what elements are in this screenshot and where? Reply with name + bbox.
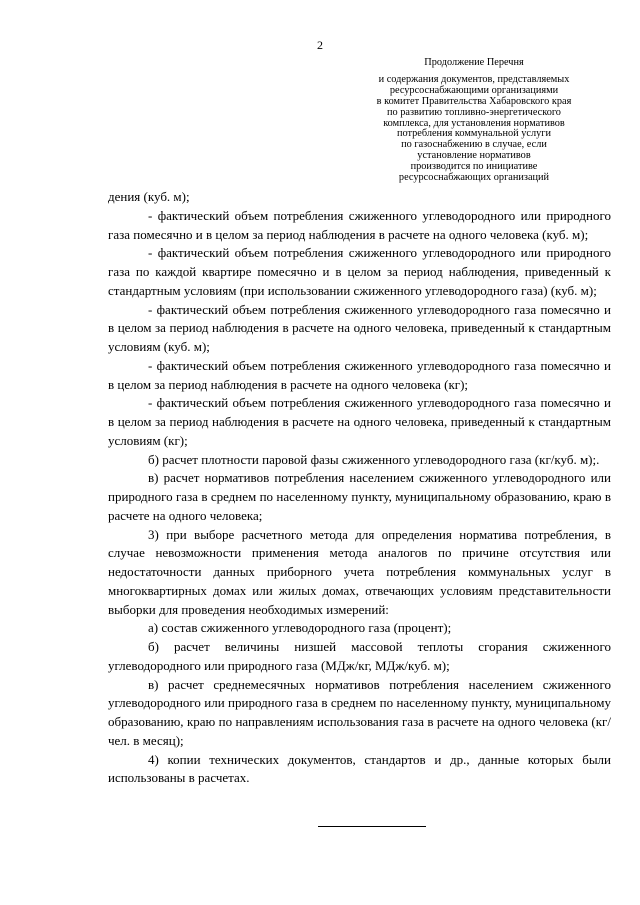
continuation-header — [350, 58, 598, 184]
header-line: Продолжение Перечня — [424, 57, 524, 68]
paragraph: в) расчет среднемесячных нормативов потребления населением сжиженного углеводородного или природного газа в среднем по населенному пункту, муниципальному образованию, краю по направлениям использования газа в расчете на одного человека (кг/чел. в месяц); — [108, 676, 611, 748]
paragraph: - фактический объем потребления сжиженного углеводородного или природного газа помесячно и в целом за период наблюдения в расчете на одного человека (куб. м); — [108, 207, 611, 242]
paragraph: б) расчет плотности паровой фазы сжиженного углеводородного газа (кг/куб. м);. — [148, 451, 600, 467]
paragraph: б) расчет величины низшей массовой теплоты сгорания сжиженного углеводородного или природного газа (МДж/кг, МДж/куб. м); — [108, 639, 611, 673]
paragraph: в) расчет нормативов потребления населением сжиженного углеводородного или природного газа в среднем по населенному пункту, муниципальному образованию, краю в расчете на одного человека; — [108, 470, 611, 523]
header-line: установление нормативов — [417, 150, 531, 162]
header-line: и содержания документов, представляемых — [378, 73, 570, 85]
header-line: в комитет Правительства Хабаровского края — [376, 95, 572, 107]
paragraph: 4) копии технических документов, стандартов и др., данные которых были использованы в расчетах. — [108, 751, 611, 786]
header-line: ресурсоснабжающими организациями — [389, 84, 559, 96]
paragraph: - фактический объем потребления сжиженного углеводородного газа помесячно и в целом за период наблюдения в расчете на одного человека, приведенный к стандартным условиям (куб. м); — [108, 301, 611, 354]
header-line: ресурсоснабжающих организаций — [398, 172, 550, 184]
paragraph: а) состав сжиженного углеводородного газа (процент); — [148, 620, 452, 636]
paragraph: - фактический объем потребления сжиженного углеводородного газа помесячно и в целом за период наблюдения в расчете на одного человека (кг); — [108, 357, 611, 392]
page-number: 2 — [317, 38, 323, 52]
end-separator-line — [318, 826, 426, 827]
header-line: производится по инициативе — [410, 161, 538, 173]
header-line: потребления коммунальной услуги — [397, 128, 551, 140]
paragraph: дения (куб. м); — [108, 189, 190, 204]
header-line: по развитию топливно-энергетического — [387, 106, 561, 118]
paragraph: - фактический объем потребления сжиженного углеводородного или природного газа по каждой квартире помесячно и в целом за период наблюдения, приведенный к стандартным условиям (при использовании сжиженного углеводородного газа) (куб. м); — [108, 245, 611, 298]
paragraph: 3) при выборе расчетного метода для определения норматива потребления, в случае невозможности применения метода аналогов по причине отсутствия или недостаточности данных приборного учета потребления коммунальных услуг в многоквартирных домах или жилых домах, отвечающих условиям представительности выборки для проведения необходимых измерений: — [108, 526, 611, 617]
paragraph: - фактический объем потребления сжиженного углеводородного газа помесячно и в целом за период наблюдения в расчете на одного человека, приведенный к стандартным условиям (кг); — [108, 395, 611, 448]
header-line: по газоснабжению в случае, если — [401, 139, 547, 151]
document-body — [108, 188, 611, 788]
header-line: комплекса, для установления нормативов — [383, 117, 565, 129]
